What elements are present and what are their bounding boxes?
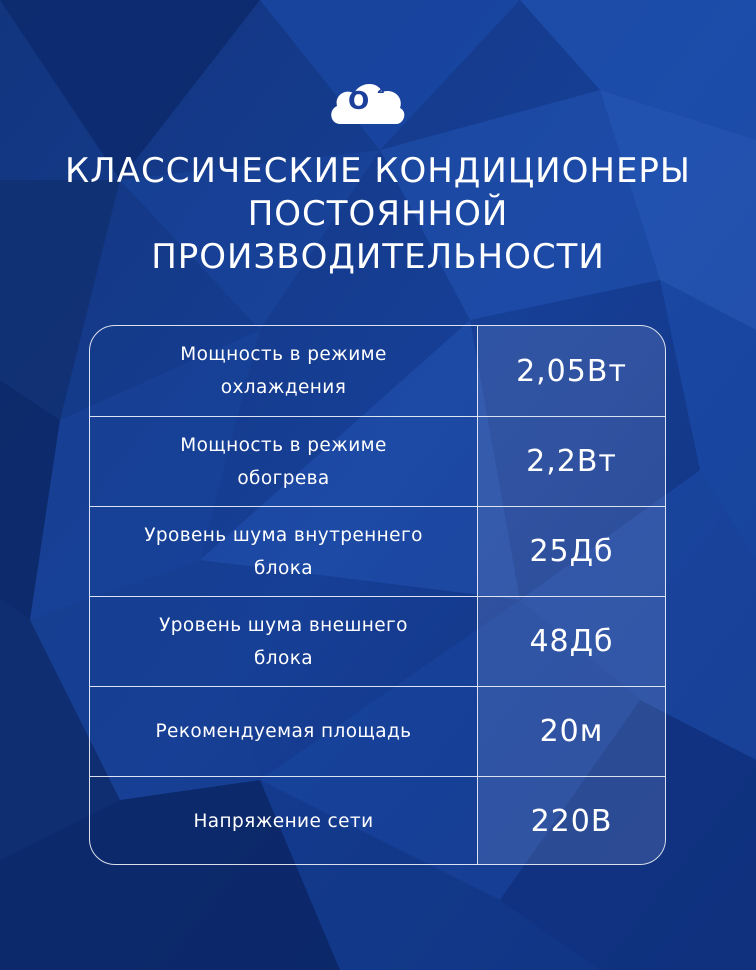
spec-value-cell [478,507,665,596]
spec-label: Мощность в режиме обогрева [180,434,387,489]
spec-value: 48Дб [529,624,614,659]
spec-label: Мощность в режиме охлаждения [180,344,387,398]
spec-label: Уровень шума внутреннего блока [144,524,423,579]
spec-value-cell [478,417,665,506]
spec-row-cooling-power [90,326,665,416]
spec-label: Рекомендуемая площадь [155,721,412,742]
spec-value: 220В [530,804,613,839]
logo-superscript: 2 [377,83,385,96]
spec-label-cell [90,507,478,596]
title-line: КЛАССИЧЕСКИЕ КОНДИЦИОНЕРЫ [65,151,691,191]
spec-value: 2,2Вт [526,444,617,479]
spec-value-cell [478,326,665,416]
spec-label: Уровень шума внешнего блока [159,614,408,669]
spec-value: 2,05Вт [516,353,627,389]
spec-value: 20м [539,714,604,749]
spec-value-cell [478,777,665,865]
title-line: ПРОИЗВОДИТЕЛЬНОСТИ [151,237,605,277]
logo-text: O [348,86,370,115]
spec-row-recommended-area [90,686,665,776]
spec-label-cell [90,777,478,865]
spec-row-heating-power [90,416,665,506]
page-title [0,150,756,279]
specs-table [89,325,666,865]
spec-label: Напряжение сети [193,811,374,832]
spec-label-cell [90,687,478,776]
spec-label-cell [90,417,478,506]
spec-row-outdoor-noise [90,596,665,686]
spec-value-cell [478,597,665,686]
spec-row-voltage [90,776,665,865]
spec-label-cell [90,597,478,686]
spec-row-indoor-noise [90,506,665,596]
title-line: ПОСТОЯННОЙ [247,194,509,234]
brand-logo [326,74,410,130]
spec-label-cell [90,326,478,416]
spec-value-cell [478,687,665,776]
spec-value: 25Дб [529,534,614,569]
